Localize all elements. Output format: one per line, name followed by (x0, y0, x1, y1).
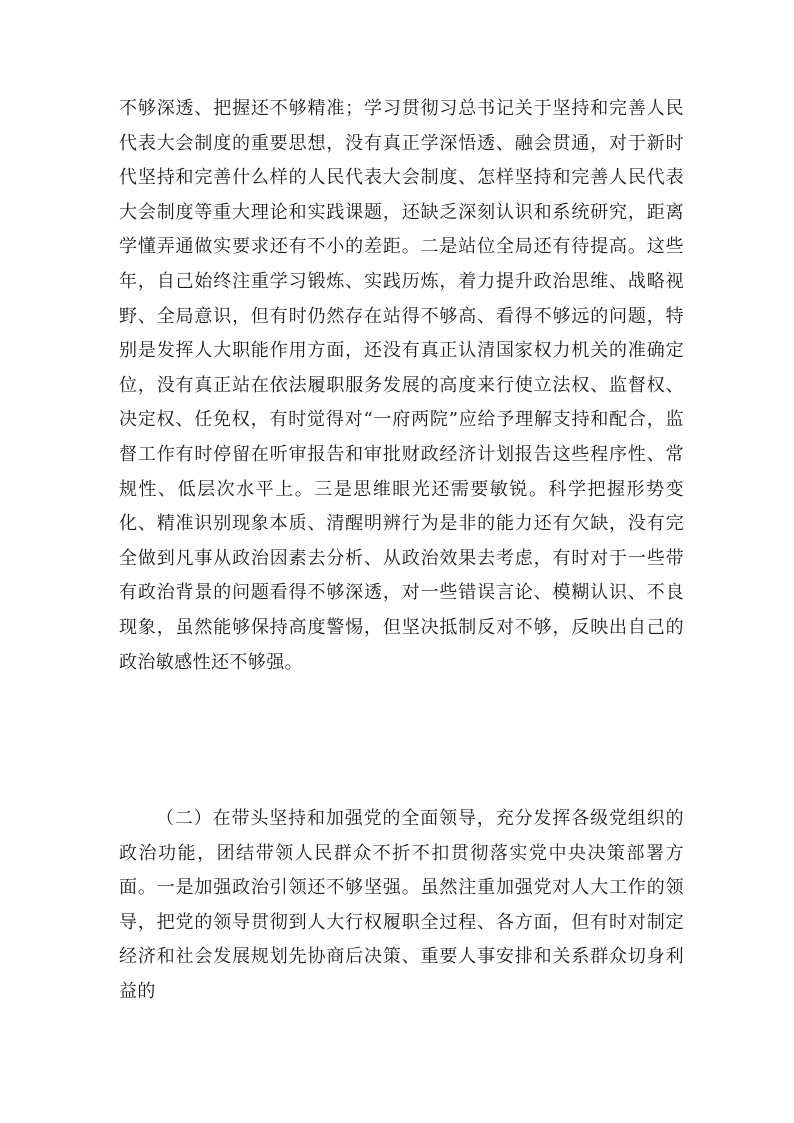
body-paragraph-1: 不够深透、把握还不够精准；学习贯彻习总书记关于坚持和完善人民代表大会制度的重要思想，没有真正学深悟透、融会贯通，对于新时代坚持和完善什么样的人民代表大会制度、怎样坚持和完善人民代表大会制度等重大理论和实践课题，还缺乏深刻认识和系统研究，距离学懂弄通做实要求还有不小的差距。二是站位全局还有待提高。这些年，自己始终注重学习锻炼、实践历炼，着力提升政治思维、战略视野、全局意识，但有时仍然存在站得不够高、看得不够远的问题，特别是发挥人大职能作用方面，还没有真正认清国家权力机关的准确定位，没有真正站在依法履职服务发展的高度来行使立法权、监督权、决定权、任免权，有时觉得对“一府两院”应给予理解支持和配合，监督工作有时停留在听审报告和审批财政经济计划报告这些程序性、常规性、低层次水平上。三是思维眼光还需要敏锐。科学把握形势变化、精准识别现象本质、清醒明辨行为是非的能力还有欠缺，没有完全做到凡事从政治因素去分析、从政治效果去考虑，有时对于一些带有政治背景的问题看得不够深透，对一些错误言论、模糊认识、不良现象，虽然能够保持高度警惕，但坚决抵制反对不够，反映出自己的政治敏感性还不够强。 (119, 98, 684, 673)
body-paragraph-2: （二）在带头坚持和加强党的全面领导，充分发挥各级党组织的政治功能，团结带领人民群众不折不扣贯彻落实党中央决策部署方面。一是加强政治引领还不够坚强。虽然注重加强党对人大工作的领导，把党的领导贯彻到人大行权履职全过程、各方面，但有时对制定经济和社会发展规划先协商后决策、重要人事安排和关系群众切身利益的 (119, 808, 684, 1002)
